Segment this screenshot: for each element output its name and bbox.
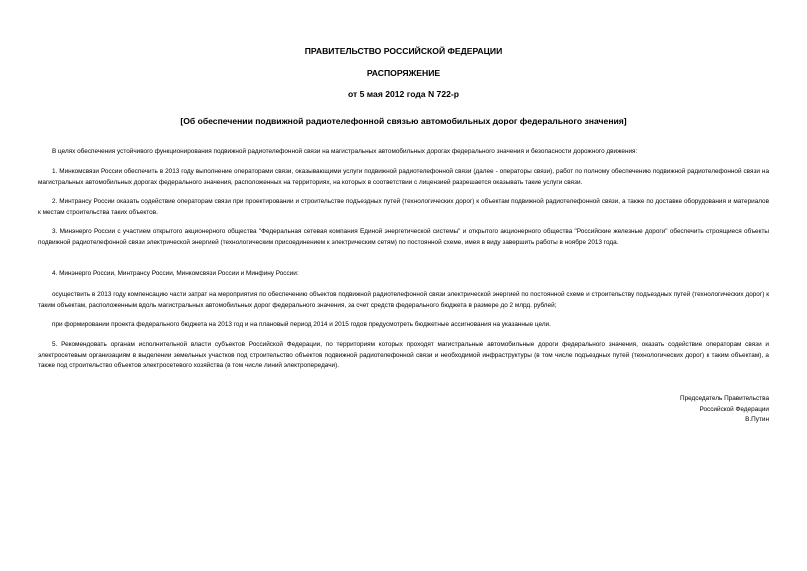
document-title: [Об обеспечении подвижной радиотелефонной связью автомобильных дорог федерального значения] bbox=[180, 116, 627, 126]
paragraph-item-3: 3. Минэнерго России с участием открытого акционерного общества "Федеральная сетевая компания Единой энергетической системы" и открытого акционерного общества "Российские железные дороги" обеспечить строящиеся объекты подвижной радиотелефонной связи электрической энергией (технологическим присоединением к электрическим сетям) по постоянной схеме, имея в виду завершить работы в ноябре 2013 года. bbox=[38, 228, 769, 246]
signature-block bbox=[680, 394, 769, 426]
paragraph-item-1: 1. Минкомсвязи России обеспечить в 2013 году выполнение операторами связи, оказывающими услуги подвижной радиотелефонной связи (далее - операторы связи), работ по полному обеспечению подвижной радиотелефонной связи на магистральных автомобильных дорогах федерального значения, расположенных на территориях, на которых в соответствии с лицензией разрешается оказывать такие услуги связи. bbox=[38, 168, 769, 186]
signature-position: Председатель Правительства bbox=[680, 395, 769, 402]
signature-name: В.Путин bbox=[745, 416, 769, 424]
signature-organization: Российской Федерации bbox=[699, 405, 769, 413]
paragraph-preamble: В целях обеспечения устойчивого функционирования подвижной радиотелефонной связи на магистральных автомобильных дорогах федерального значения и безопасности дорожного движения: bbox=[52, 148, 638, 155]
government-heading: ПРАВИТЕЛЬСТВО РОССИЙСКОЙ ФЕДЕРАЦИИ bbox=[304, 46, 503, 56]
paragraph-item-5: 5. Рекомендовать органам исполнительной власти субъектов Российской Федерации, по территориям которых проходят магистральные автомобильные дороги федерального значения, оказать содействие операторам связи и электросетевым организациям в выделении земельных участков под строительство объектов подвижной радиотелефонной связи и необходимой инфраструктуры (в том числе подъездных путей (технологических дорог) к таким объектам), а также под строительство объектов электросетевого хозяйства (в том числе линий электропередачи). bbox=[38, 341, 769, 370]
paragraph-item-4: 4. Минэнерго России, Минтрансу России, Минкомсвязи России и Минфину России: bbox=[52, 270, 299, 277]
paragraph-item-4-sub-2: при формировании проекта федерального бюджета на 2013 год и на плановый период 2014 и 2015 годов предусмотреть бюджетные ассигнования на указанные цели. bbox=[52, 321, 551, 328]
paragraph-item-2: 2. Минтрансу России оказать содействие операторам связи при проектировании и строительстве подъездных путей (технологических дорог) к объектам подвижной радиотелефонной связи, а также по доставке оборудования и материалов к местам строительства таких объектов. bbox=[38, 198, 769, 216]
document-date-number: от 5 мая 2012 года N 722-р bbox=[348, 89, 459, 99]
paragraph-item-4-sub-1: осуществить в 2013 году компенсацию части затрат на мероприятия по обеспечению объектов подвижной радиотелефонной связи электрической энергией по постоянной схеме и строительству подъездных путей (технологических дорог) к таким объектам, расположенным вдоль магистральных автомобильных дорог федерального значения, за счет средств федерального бюджета в размере до 2 млрд. рублей; bbox=[38, 291, 769, 309]
document-type-heading: РАСПОРЯЖЕНИЕ bbox=[366, 68, 441, 78]
